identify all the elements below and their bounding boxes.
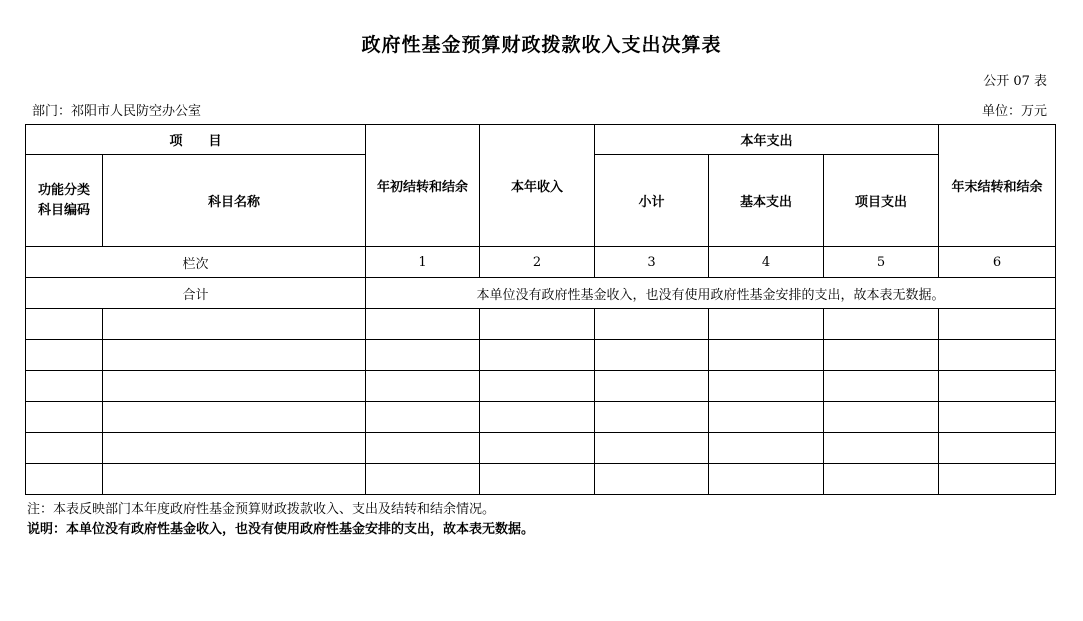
table-cell — [103, 433, 366, 464]
table-cell — [366, 371, 480, 402]
table-cell — [939, 402, 1056, 433]
header-annual-income: 本年收入 — [480, 125, 595, 247]
table-cell — [709, 340, 824, 371]
header-annual-expense: 本年支出 — [595, 125, 939, 155]
table-cell — [824, 340, 939, 371]
table-row — [26, 340, 1056, 371]
row-label-column-numbers: 栏次 — [26, 247, 366, 278]
table-cell — [366, 340, 480, 371]
table-cell — [103, 371, 366, 402]
report-title: 政府性基金预算财政拨款收入支出决算表 — [361, 34, 722, 56]
table-cell — [26, 371, 103, 402]
header-item: 项 目 — [26, 125, 366, 155]
table-code: 公开 07 表 — [983, 74, 1047, 89]
table-cell — [939, 433, 1056, 464]
total-note: 本单位没有政府性基金收入，也没有使用政府性基金安排的支出，故本表无数据。 — [366, 278, 1056, 309]
table-cell — [103, 402, 366, 433]
table-cell — [103, 309, 366, 340]
table-row — [26, 464, 1056, 495]
table-cell — [709, 402, 824, 433]
table-cell — [709, 464, 824, 495]
table-cell — [709, 371, 824, 402]
table-cell — [595, 309, 709, 340]
table-cell — [103, 340, 366, 371]
header-basic-expense: 基本支出 — [709, 155, 824, 247]
header-subject-name: 科目名称 — [103, 155, 366, 247]
table-cell — [595, 402, 709, 433]
column-number: 2 — [480, 247, 595, 278]
table-cell — [480, 340, 595, 371]
table-cell — [366, 309, 480, 340]
table-cell — [595, 433, 709, 464]
column-number: 5 — [824, 247, 939, 278]
note-explanation: 说明：本单位没有政府性基金收入，也没有使用政府性基金安排的支出，故本表无数据。 — [27, 522, 535, 537]
table-cell — [824, 402, 939, 433]
department-label: 部门：祁阳市人民防空办公室 — [32, 104, 202, 119]
header-func-code: 功能分类科目编码 — [26, 155, 103, 247]
table-cell — [26, 340, 103, 371]
total-label: 合计 — [26, 278, 366, 309]
table-cell — [480, 371, 595, 402]
unit-label: 单位：万元 — [981, 104, 1047, 119]
table-cell — [824, 464, 939, 495]
header-project-expense: 项目支出 — [824, 155, 939, 247]
table-cell — [103, 464, 366, 495]
table-cell — [26, 433, 103, 464]
total-row — [26, 278, 1056, 309]
column-number: 4 — [709, 247, 824, 278]
budget-table — [25, 124, 1056, 495]
table-cell — [26, 309, 103, 340]
table-cell — [709, 309, 824, 340]
table-cell — [595, 340, 709, 371]
table-cell — [366, 402, 480, 433]
column-number: 6 — [939, 247, 1056, 278]
table-cell — [26, 402, 103, 433]
header-closing-balance: 年末结转和结余 — [939, 125, 1056, 247]
table-cell — [824, 309, 939, 340]
table-cell — [939, 371, 1056, 402]
table-cell — [26, 464, 103, 495]
table-row — [26, 433, 1056, 464]
column-number-row — [26, 247, 1056, 278]
table-cell — [595, 464, 709, 495]
header-subtotal: 小计 — [595, 155, 709, 247]
table-cell — [366, 464, 480, 495]
table-cell — [366, 433, 480, 464]
notes — [27, 500, 534, 540]
table-row — [26, 371, 1056, 402]
column-number: 3 — [595, 247, 709, 278]
table-cell — [939, 464, 1056, 495]
note-description: 注：本表反映部门本年度政府性基金预算财政拨款收入、支出及结转和结余情况。 — [27, 502, 496, 517]
table-cell — [824, 371, 939, 402]
header-opening-balance: 年初结转和结余 — [366, 125, 480, 247]
table-cell — [824, 433, 939, 464]
table-cell — [939, 309, 1056, 340]
table-cell — [709, 433, 824, 464]
table-cell — [480, 464, 595, 495]
table-row — [26, 402, 1056, 433]
table-cell — [480, 402, 595, 433]
column-number: 1 — [366, 247, 480, 278]
table-cell — [939, 340, 1056, 371]
table-row — [26, 309, 1056, 340]
table-cell — [595, 371, 709, 402]
table-cell — [480, 309, 595, 340]
table-cell — [480, 433, 595, 464]
